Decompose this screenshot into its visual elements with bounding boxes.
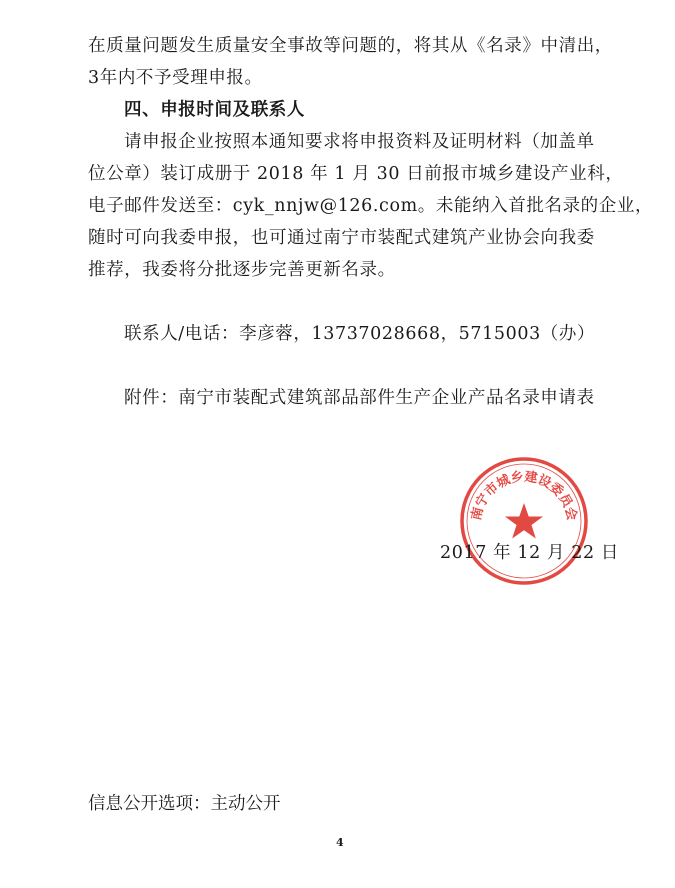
page-number: 4: [336, 836, 344, 849]
contact-line: 联系人/电话：李彦蓉，13737028668，5715003（办）: [124, 324, 596, 344]
attachment-line: 附件：南宁市装配式建筑部品部件生产企业产品名录申请表: [124, 388, 595, 408]
paragraph-line: 电子邮件发送至：cyk_nnjw@126.com。未能纳入首批名录的企业，: [88, 196, 654, 216]
seal-text: 南宁市城乡建设委员会: [469, 469, 579, 522]
section-heading: 四、申报时间及联系人: [124, 100, 305, 120]
paragraph-line: 在质量问题发生质量安全事故等问题的，将其从《名录》中清出，: [88, 36, 613, 56]
paragraph-line: 位公章）装订成册于 2018 年 1 月 30 日前报市城乡建设产业科，: [88, 164, 624, 184]
seal-star-icon: [505, 503, 543, 539]
official-seal-icon: [458, 455, 590, 587]
paragraph-line: 请申报企业按照本通知要求将申报资料及证明材料（加盖单: [124, 132, 595, 152]
paragraph-line: 随时可向我委申报，也可通过南宁市装配式建筑产业协会向我委: [88, 228, 595, 248]
paragraph-line: 推荐，我委将分批逐步完善更新名录。: [88, 260, 396, 280]
disclosure-option: 信息公开选项：主动公开: [88, 794, 281, 814]
document-date: 2017 年 12 月 22 日: [440, 543, 619, 563]
paragraph-line: 3年内不予受理申报。: [88, 68, 263, 88]
